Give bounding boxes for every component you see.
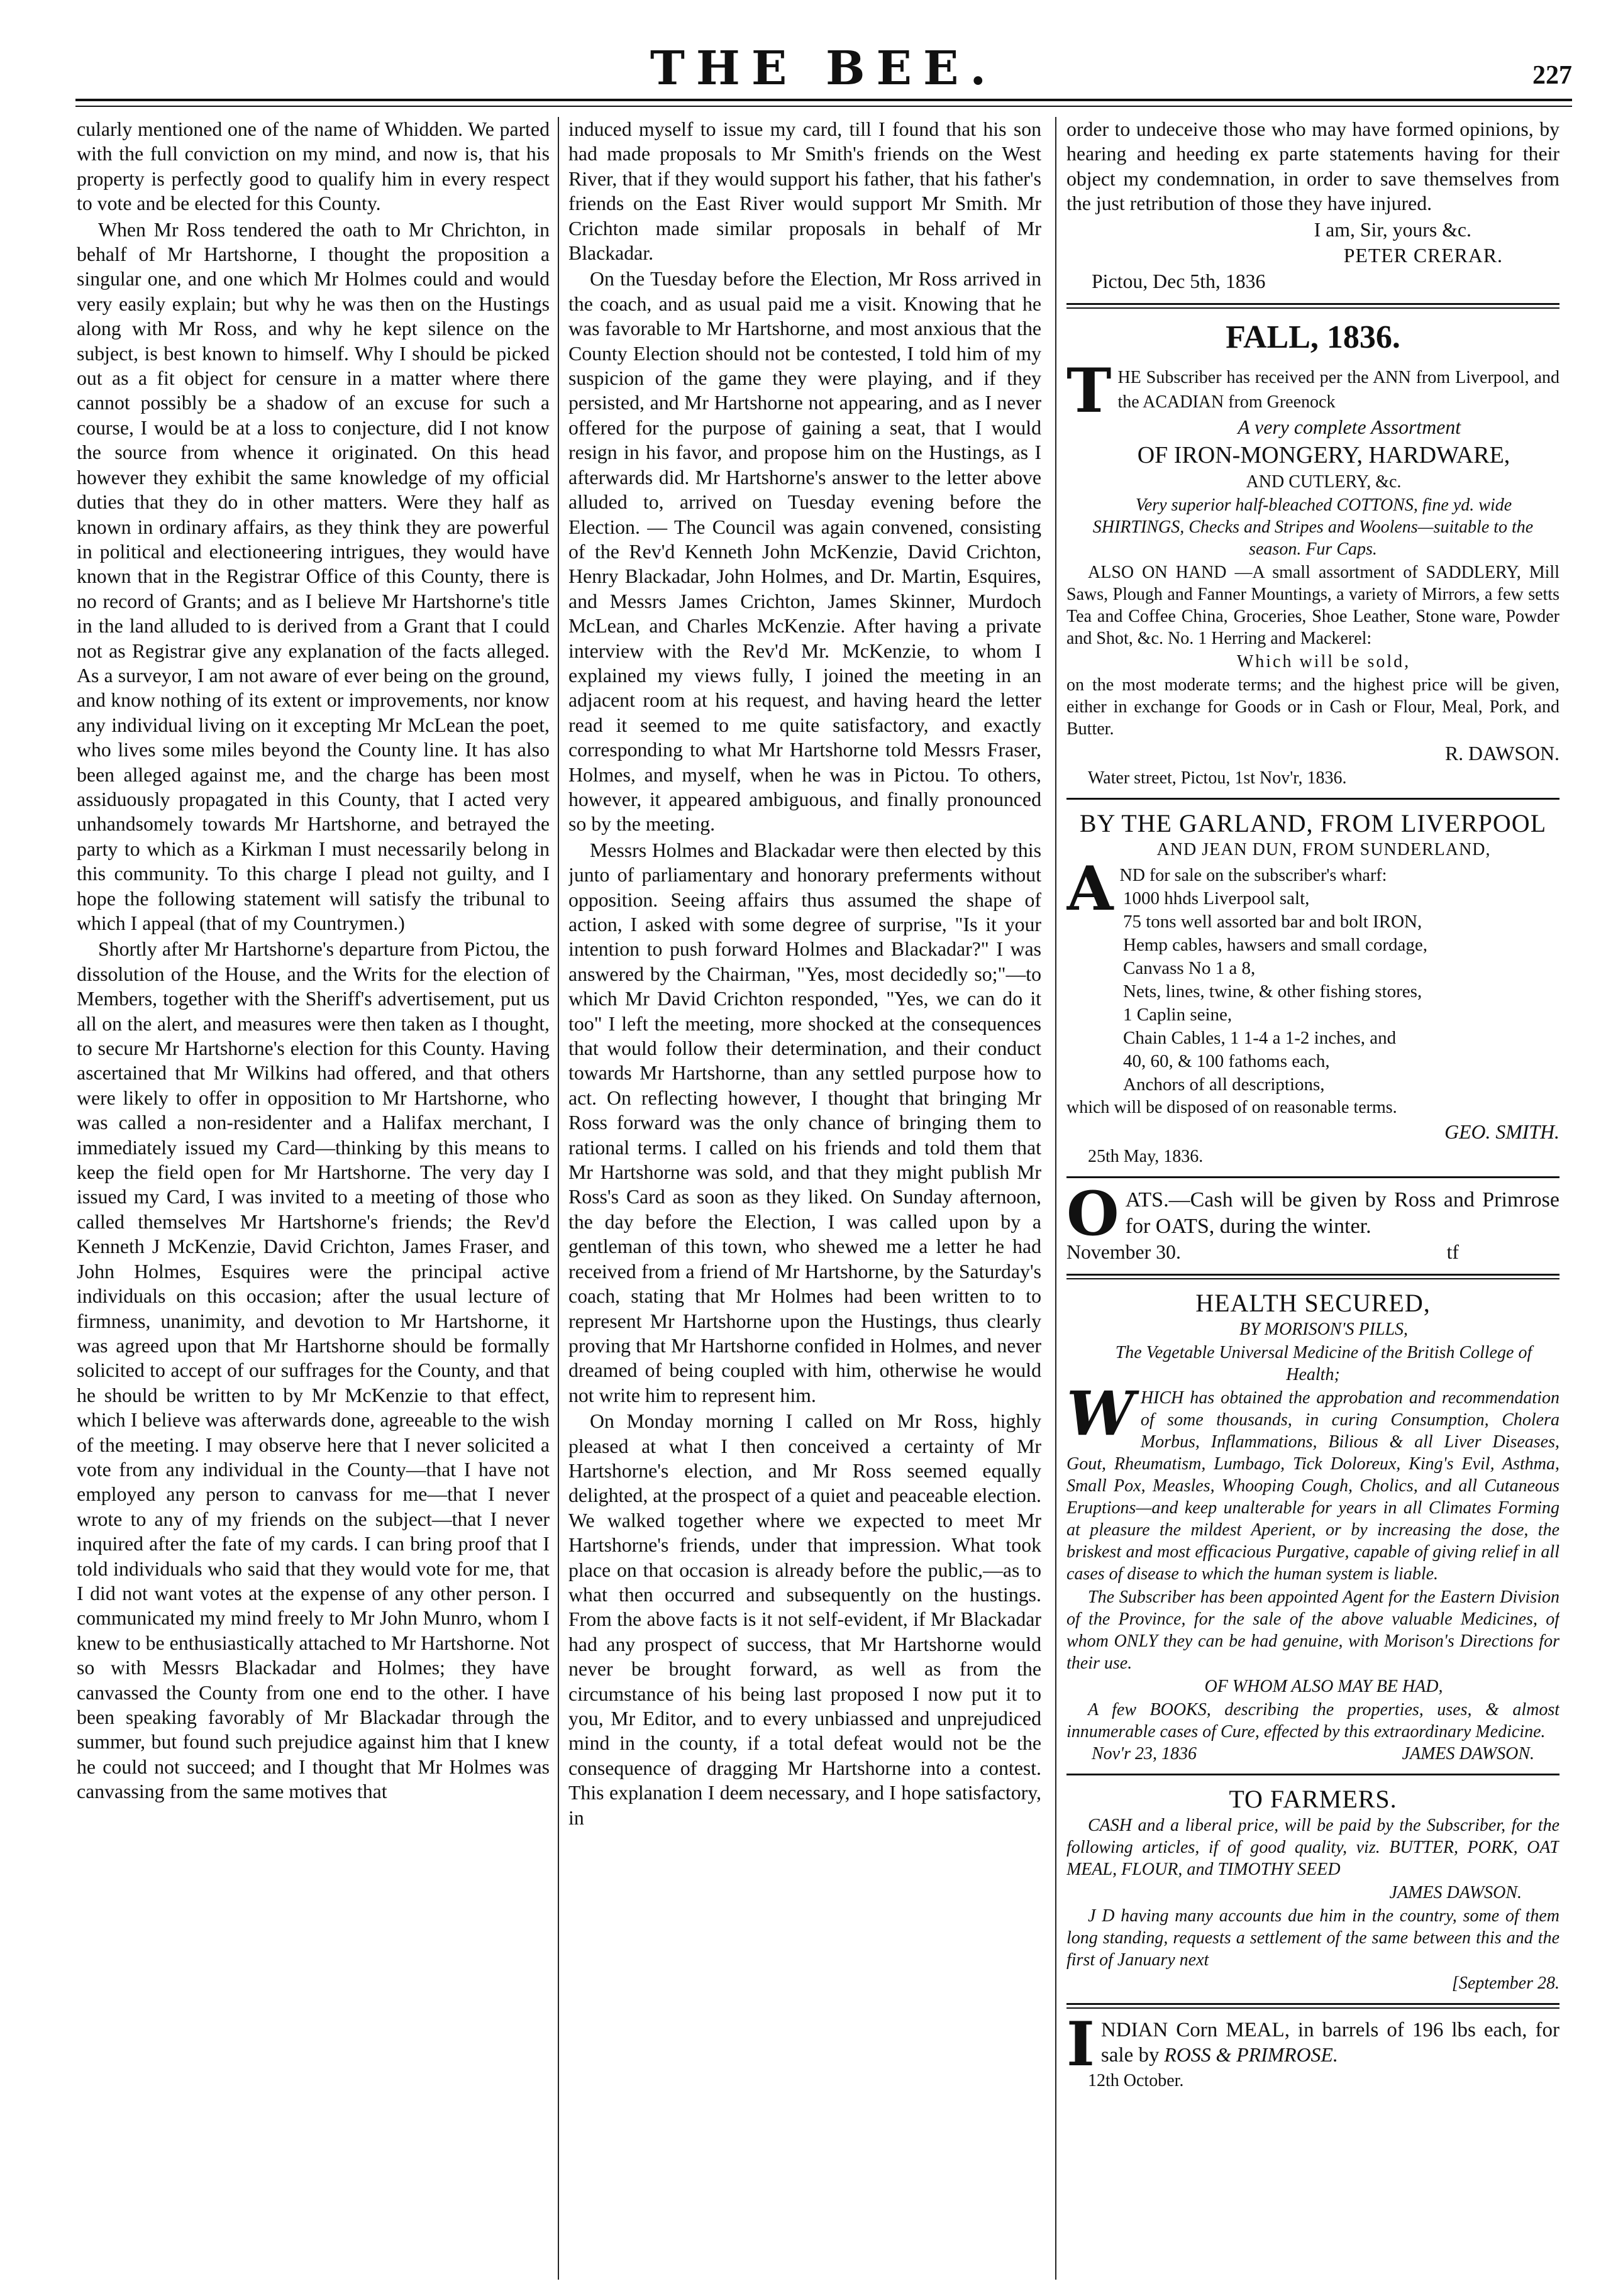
ad-text: ATS.—Cash will be given by Ross and Primrose for OATS, during the winter.: [1125, 1188, 1559, 1239]
column-divider: [558, 117, 559, 2280]
ad-mark: tf: [1446, 1241, 1459, 1264]
list-item: Nets, lines, twine, & other fishing stores,: [1123, 981, 1422, 1002]
oats-advertisement: [1066, 1178, 1559, 1264]
drop-cap: T: [1066, 355, 1112, 426]
meal-advertisement: [1066, 2008, 1559, 2092]
ad-goods: Very superior half-bleached COTTONS, fine yd. wide SHIRTINGS, Checks and Stripes and Woolens—suitable to the season. Fur Caps.: [1092, 495, 1534, 560]
article-paragraph: On the Tuesday before the Election, Mr Ross arrived in the coach, and as usual paid me a visit. Knowing that he was favorable to Mr Hartshorne, and most anxious that the County Election should not be contested, I told him of my suspicion of the game they were playing, and if they persisted, and Mr Hartshorne not appearing, and as I never offered for the purpose of gaining a seat, that I would resign in his favor, and propose him on the Hustings, as I afterwards did. Mr Hartshorne's answer to the letter above alluded to, arrived on Tuesday evening before the Election. — The Council was again convened, consisting of the Rev'd Kenneth John McKenzie, David Crichton, Henry Blackadar, John Holmes, and Dr. Martin, Esquires, and Messrs James Crichton, James Skinner, Murdoch McLean, and Charles McKenzie. After having a private interview with the Rev'd Mr. McKenzie, to whom I explained my views fully, I joined the meeting in an adjacent room at his request, and having heard the letter read it seemed to me quite satisfactory, and exactly corresponding to what Mr Hartshorne told Messrs Fraser, Holmes, and myself, when he was in Pictou. To others, however, it appeared ambiguous, and finally pronounced so by the meeting.: [568, 268, 1041, 836]
ad-separator: [1066, 1274, 1559, 1279]
letter-ending: order to undeceive those who may have formed opinions, by hearing and heeding ex parte statements having for their object my condemnation, in order to save themselves from the just retribution of those they have injured.: [1066, 118, 1559, 215]
letter-signature: PETER CRERAR.: [1343, 245, 1503, 267]
letter-closing: I am, Sir, yours &c.: [1314, 218, 1471, 241]
ad-dateline: November 30.: [1066, 1241, 1181, 1264]
masthead-rule: [75, 99, 1572, 107]
ad-date: [September 28.: [1451, 1973, 1559, 1993]
ad-category-2: AND CUTLERY, &c.: [1246, 472, 1402, 492]
list-item: Chain Cables, 1 1-4 a 1-2 inches, and: [1123, 1027, 1397, 1048]
letter-dateline: Pictou, Dec 5th, 1836: [1092, 270, 1266, 293]
ad-signature: JAMES DAWSON.: [1389, 1882, 1522, 1902]
ad-body: CASH and a liberal price, will be paid by the Subscriber, for the following articles, if of good quality, viz. BUTTER, PORK, OAT MEAL, FLOUR, and TIMOTHY SEED: [1066, 1815, 1559, 1879]
column-divider: [1055, 117, 1056, 2280]
column-1: [77, 117, 550, 2280]
column-2: [568, 117, 1041, 2280]
ad-subtitle: The Vegetable Universal Medicine of the British College of Health;: [1115, 1342, 1532, 1384]
ad-dateline: Nov'r 23, 1836: [1092, 1743, 1197, 1763]
ad-agent-notice: The Subscriber has been appointed Agent for the Eastern Division of the Province, for the sale of the above valuable Medicines, of whom ONLY they can be had genuine, with Morison's Directions for their use.: [1066, 1587, 1559, 1673]
ad-headline: BY THE GARLAND, FROM LIVERPOOL: [1079, 809, 1547, 838]
list-item: 1 Caplin seine,: [1123, 1004, 1232, 1025]
ad-intro: ND for sale on the subscriber's wharf:: [1119, 866, 1387, 886]
ad-signature: GEO. SMITH.: [1444, 1120, 1559, 1143]
ad-text: NDIAN Corn MEAL, in barrels of 196 lbs each, for sale by: [1100, 2018, 1559, 2067]
ad-signature: JAMES DAWSON.: [1402, 1743, 1534, 1763]
ad-separator: [1066, 2003, 1559, 2009]
fall-advertisement: [1066, 317, 1559, 790]
ad-headline: FALL, 1836.: [1226, 319, 1400, 355]
ad-body: HICH has obtained the approbation and recommendation of some thousands, in curing Consumption, Cholera Morbus, Inflammations, Bilious & all Liver Diseases, Gout, Rheumatism, Lumbago, Tick Doloreux, King's Evil, Asthma, Small Pox, Measles, Whooping Cough, Cholics, and all Cutaneous Eruptions—and keep unalterable for years in all Climates Forming at pleasure the mildest Aperient, or by increasing the dose, the briskest and most efficacious Purgative, capable of giving relief in all cases of disease to which the human system is liable.: [1066, 1388, 1559, 1584]
ad-also-had: OF WHOM ALSO MAY BE HAD,: [1204, 1676, 1443, 1696]
ad-signature: R. DAWSON.: [1444, 742, 1559, 765]
ad-terms: on the most moderate terms; and the highest price will be given, either in exchange for Goods or in Cash or Flour, Meal, Pork, and Butter.: [1066, 675, 1559, 739]
article-paragraph: Messrs Holmes and Blackadar were then elected by this junto of parliamentary and honorary preferments without opposition. Seeing affairs thus assumed the shape of action, I asked with some degree of surprise, "Is it your intention to push forward Holmes and Blackadar?" I was answered by the Chairman, "Yes, most decidedly so;"—to which Mr David Crichton responded, "Yes, we can do it too" I left the meeting, more shocked at the consequences that would follow their determination, and their conduct towards Mr Hartshorne, than any settled purpose how to act. On reflecting however, I thought that bringing Mr Ross forward was the only chance of bringing them to rational terms. I called on his friends and told them that Mr Hartshorne was sold, and that they might publish Mr Ross's Card as soon as they liked. On Sunday afternoon, the day before the Election, I was called upon by a gentleman of this town, who shewed me a letter he had received from a friend of Mr Hartshorne, by the Saturday's coach, stating that Mr Holmes had been written to to represent Mr Hartshorne upon the Hustings, thus clearly proving that Mr Hartshorne confided in Holmes, and never dreamed of being coupled with him, otherwise he would not write him to represent him.: [568, 839, 1041, 1406]
ad-sold: Which will be sold,: [1236, 652, 1411, 672]
ad-item-list: [1066, 887, 1559, 1096]
ad-separator: [1066, 798, 1559, 800]
ad-intro: HE Subscriber has received per the ANN from Liverpool, and the ACADIAN from Greenock: [1117, 367, 1559, 412]
drop-cap: O: [1066, 1178, 1119, 1250]
ad-notice: J D having many accounts due him in the country, some of them long standing, requests a settlement of the same between this and the first of January next: [1066, 1906, 1559, 1970]
list-item: 75 tons well assorted bar and bolt IRON,: [1123, 911, 1422, 932]
ad-headline: TO FARMERS.: [1229, 1784, 1397, 1813]
drop-cap: I: [1066, 2008, 1095, 2080]
ad-category: OF IRON-MONGERY, HARDWARE,: [1137, 442, 1510, 469]
ad-seller: ROSS & PRIMROSE.: [1164, 2044, 1338, 2067]
list-item: Hemp cables, hawsers and small cordage,: [1123, 934, 1427, 955]
ad-separator: [1066, 1176, 1559, 1178]
list-item: 40, 60, & 100 fathoms each,: [1123, 1051, 1330, 1071]
farmers-advertisement: [1066, 1784, 1559, 1994]
list-item: Canvass No 1 a 8,: [1123, 958, 1256, 978]
list-item: Anchors of all descriptions,: [1123, 1074, 1325, 1095]
ad-dateline: 12th October.: [1088, 2070, 1184, 2090]
garland-advertisement: [1066, 809, 1559, 1167]
ad-separator: [1066, 1774, 1559, 1775]
ad-books: A few BOOKS, describing the properties, uses, & almost innumerable cases of Cure, effected by this extraordinary Medicine.: [1066, 1699, 1559, 1741]
ad-headline: HEALTH SECURED,: [1195, 1288, 1431, 1317]
article-paragraph: On Monday morning I called on Mr Ross, highly pleased at what I then conceived a certainty of Mr Hartshorne's election, and Mr Ross seemed equally delighted, at the prospect of a quiet and peaceable election. We walked together where we expected to meet Mr Hartshorne's friends, under that impression. What took place on that occasion is already before the public,—as to what then occurred and subsequently on the hustings. From the above facts is it not self-evident, if Mr Blackadar had any prospect of success, that Mr Hartshorne would never be brought forward, as well as from the circumstance of his being last proposed I now put it to you, Mr Editor, and to every unbiassed and unprejudiced mind in the county, if a total defeat would not be the consequence of dragging Mr Hartshorne into a contest. This explanation I deem necessary, and I hope satisfactory, in: [568, 1410, 1041, 1829]
ad-dateline: Water street, Pictou, 1st Nov'r, 1836.: [1088, 768, 1347, 788]
column-3: [1066, 117, 1559, 2280]
ad-assortment: A very complete Assortment: [1238, 416, 1461, 438]
ad-byline: BY MORISON'S PILLS,: [1239, 1319, 1409, 1339]
article-paragraph: Shortly after Mr Hartshorne's departure from Pictou, the dissolution of the House, and the Writs for the election of Members, together with the Sheriff's advertisement, put us all on the alert, and measures were then taken as I thought, to secure Mr Hartshorne's election for this County. Having ascertained that Mr Wilkins had offered, and that others were likely to offer in opposition to Mr Hartshorne, who was called a non-residenter and a Halifax merchant, I immediately issued my Card—thinking by this means to keep the field open for Mr Hartshorne. The very day I issued my Card, I was invited to a meeting of those who called themselves Mr Hartshorne's friends; the Rev'd Kenneth J McKenzie, David Crichton, James Fraser, and John Holmes, Esquires were the principal active individuals on this occasion; after the usual lecture of firmness, unanimity, and devotion to Mr Hartshorne, it was agreed upon that Mr Hartshorne should be formally solicited to accept of our suffrages for the County, and that he should be written to by Mr McKenzie to that effect, which I believe was afterwards done, agreeable to the wish of the meeting. I may observe here that I never solicited a vote from any individual in the County—that I have not employed any person to canvass for me—that I never wrote to any of my friends on the subject—that I never inquired after the fate of my cards. I can bring proof that I told individuals who said that they would vote for me, that I did not want votes at the expense of any other person. I communicated my mind freely to Mr John Munro, whom I knew to be enthusiastically attached to Mr Hartshorne. Not so with Messrs Blackadar and Holmes; they have canvassed the County from one end to the other. I have been speaking favorably of Mr Blackadar through the summer, but found such prejudice against him that I knew he could not succeed; and I thought that Mr Holmes was canvassing from the same motives that: [77, 938, 550, 1803]
page-number: 227: [1532, 61, 1572, 90]
article-paragraph: cularly mentioned one of the name of Whidden. We parted with the full conviction on my mind, and now is, that his property is perfectly good to qualify him in every respect to vote and be elected for this County.: [77, 118, 550, 215]
drop-cap: A: [1066, 853, 1114, 925]
drop-cap: W: [1066, 1377, 1134, 1449]
masthead: [75, 38, 1572, 107]
article-paragraph: When Mr Ross tendered the oath to Mr Chrichton, in behalf of Mr Hartshorne, I thought the proposition a singular one, and one which Mr Holmes could and would very easily explain; but why he was then on the Hustings along with Mr Ross, and why he kept silence on the subject, is best known to himself. Why I should be picked out as a fit object for censure in a matter where there cannot possibly be a shadow of an excuse for such a course, I would be at a loss to conjecture, did I not know the source from whence it originated. On this head however they exhibit the same knowledge of my official duties that they do in other matters. Were they half as known in ordinary affairs, as they think they are powerful in political and electioneering intrigues, they would have known that in the Registrar Office of this County, there is no record of Grants; and as I believe Mr Hartshorne's title in the land alluded to is derived from a Grant that I could not as Registrar give any explanation of the facts alleged. As a surveyor, I am not aware of ever being on the ground, and know nothing of its extent or improvements, nor know any individual living on it excepting Mr McLean the poet, who lives some miles beyond the County line. It has also been alleged against me, and the charge has been most assiduously propagated in this County, that I acted very unhandsomely towards Mr Hartshorne, and betrayed the party to which as a Kirkman I must necessarily belong in this community. To this charge I plead not guilty, and I hope the following statement will satisfy the tribunal to which I appeal (that of my Countrymen.): [77, 218, 550, 934]
ad-closing: which will be disposed of on reasonable terms.: [1066, 1097, 1397, 1117]
ad-dateline: 25th May, 1836.: [1088, 1147, 1204, 1167]
health-advertisement: [1066, 1288, 1559, 1765]
ad-also-on-hand: ALSO ON HAND —A small assortment of SADDLERY, Mill Saws, Plough and Fanner Mountings, a variety of Mirrors, a few setts Tea and Coffee China, Groceries, Shoe Leather, Stone ware, Powder and Shot, &c. No. 1 Herring and Mackerel:: [1066, 563, 1559, 649]
list-item: 1000 hhds Liverpool salt,: [1123, 888, 1310, 908]
newspaper-title: THE BEE.: [650, 41, 998, 96]
article-paragraph: induced myself to issue my card, till I found that his son had made proposals to Mr Smith's friends on the West River, that if they would support his father, that his father's friends on the East River would support Mr Smith. Mr Crichton made similar proposals in behalf of Mr Blackadar.: [568, 118, 1041, 265]
ad-separator: [1066, 303, 1559, 309]
ad-subhead: AND JEAN DUN, FROM SUNDERLAND,: [1156, 840, 1491, 860]
